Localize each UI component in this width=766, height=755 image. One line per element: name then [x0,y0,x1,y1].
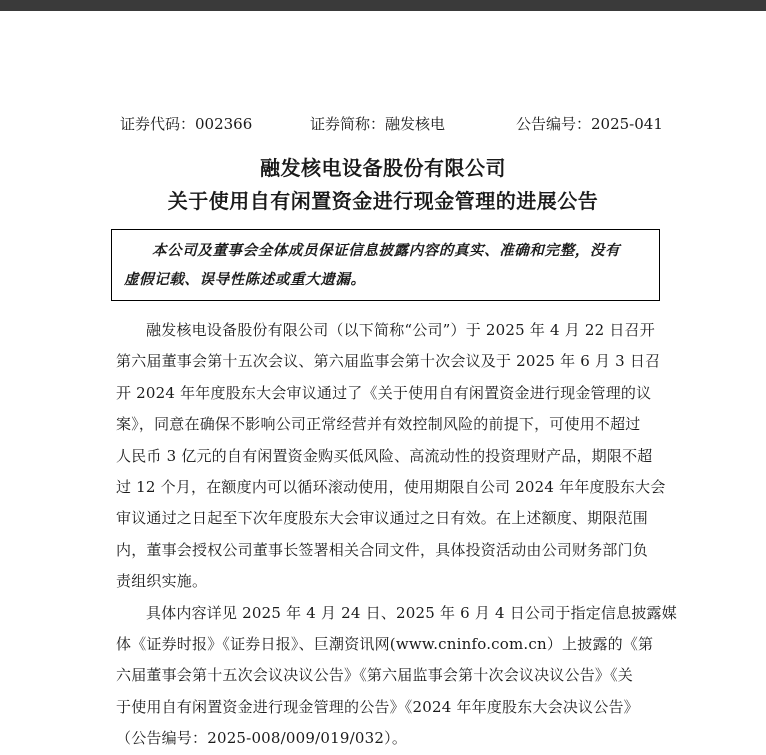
paragraph-2-line: 于使用自有闲置资金进行现金管理的公告》《2024 年年度股东大会决议公告》 [116,697,639,716]
paragraph-2-line: 具体内容详见 2025 年 4 月 24 日、2025 年 6 月 4 日公司于指定信息披露媒 [146,603,677,622]
paragraph-2-line: （公告编号：2025-008/009/019/032）。 [116,729,408,748]
paragraph-1-line: 第六届董事会第十五次会议、第六届监事会第十次会议及于 2025 年 6 月 3 日召 [116,352,661,371]
paragraph-1-line: 审议通过之日起至下次年度股东大会审议通过之日有效。在上述额度、期限范围 [116,509,649,528]
paragraph-2-line: 六届董事会第十五次会议决议公告》《第六届监事会第十次会议决议公告》《关 [116,666,634,685]
paragraph-1-line: 人民币 3 亿元的自有闲置资金购买低风险、高流动性的投资理财产品，期限不超 [116,446,653,465]
announcement-body [116,315,677,754]
paragraph-1-line: 内，董事会授权公司董事长签署相关合同文件，具体投资活动由公司财务部门负 [116,540,649,559]
disclosure-statement-box [111,229,660,301]
stock-short-name: 证券简称：融发核电 [310,115,446,133]
paragraph-1-line: 过 12 个月，在额度内可以循环滚动使用，使用期限自公司 2024 年年度股东大会 [116,477,666,496]
paragraph-1-line: 融发核电设备股份有限公司（以下简称“公司”）于 2025 年 4 月 22 日召开 [146,321,655,339]
paragraph-1-line: 案》，同意在确保不影响公司正常经营并有效控制风险的前提下，可使用不超过 [116,415,641,434]
announcement-title: 关于使用自有闲置资金进行现金管理的进展公告 [167,189,599,213]
announcement-header [120,114,663,134]
disclosure-line-1: 本公司及董事会全体成员保证信息披露内容的真实、准确和完整，没有 [152,242,621,259]
window-top-bar [0,0,766,11]
company-title: 融发核电设备股份有限公司 [260,156,506,180]
disclosure-line-2: 虚假记载、误导性陈述或重大遗漏。 [124,271,366,288]
stock-code: 证券代码：002366 [120,115,253,133]
notice-number: 公告编号：2025-041 [516,115,663,133]
paragraph-1-line: 开 2024 年年度股东大会审议通过了《关于使用自有闲置资金进行现金管理的议 [116,383,652,402]
paragraph-1-line: 责组织实施。 [116,572,208,591]
paragraph-2-line: 体《证券时报》《证券日报》、巨潮资讯网(www.cninfo.com.cn）上披露的《第 [116,634,654,653]
